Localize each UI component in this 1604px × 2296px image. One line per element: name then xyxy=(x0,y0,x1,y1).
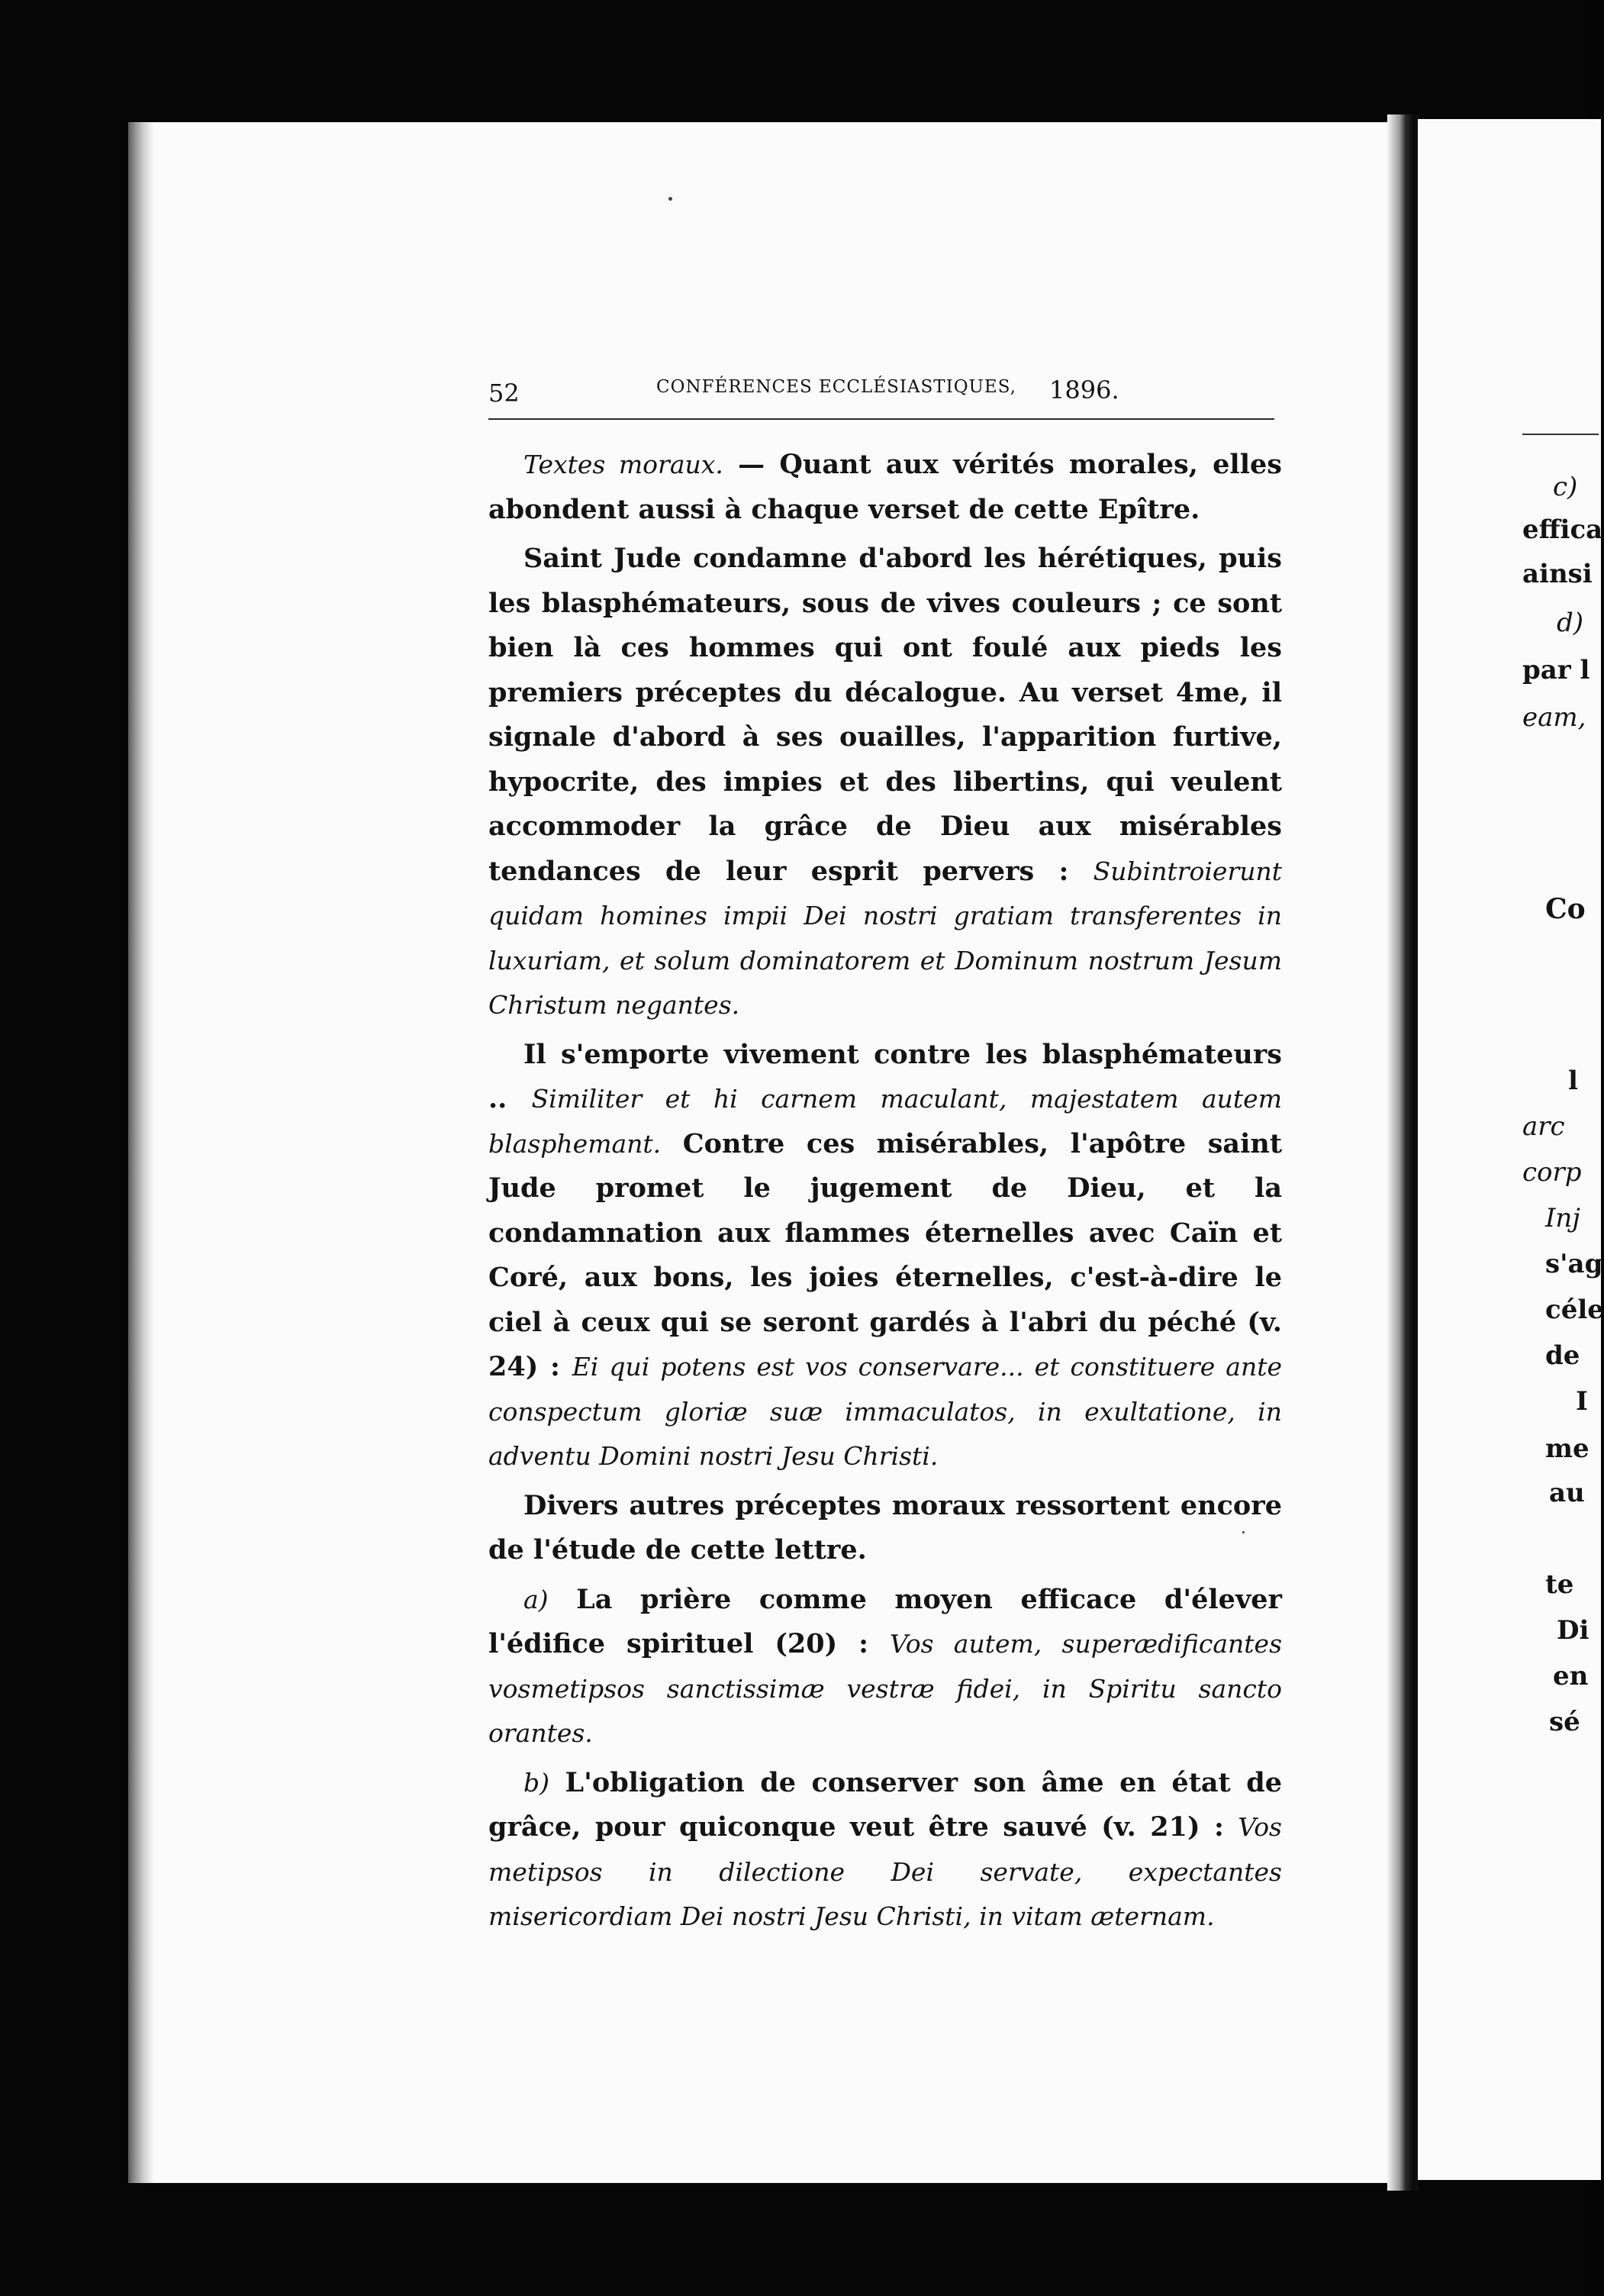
paragraph-blasphemateurs xyxy=(488,1033,1282,1479)
latin-quote: Subintroierunt quidam homines impii Dei nostri gratiam transferentes in luxuriam, et solum dominatorem et Dominum nostrum Jesum Christum negantes. xyxy=(488,856,1282,1020)
facing-page-text: c) xyxy=(1553,472,1578,502)
facing-page-text: céle xyxy=(1545,1295,1604,1325)
paragraph-text: Il s'emporte vivement contre les blasphémateurs .. xyxy=(488,1038,1282,1114)
section-lead: Textes moraux. xyxy=(523,450,723,479)
facing-page-text: par l xyxy=(1522,655,1590,685)
facing-page-text: arc xyxy=(1522,1111,1565,1142)
paragraph-text: — Quant aux vérités morales, elles abondent aussi à chaque verset de cette Epître. xyxy=(488,449,1282,525)
facing-page-text: Inj xyxy=(1545,1203,1580,1233)
facing-page-text: me xyxy=(1545,1433,1590,1464)
latin-quote: Similiter et hi carnem maculant, majestatem autem blasphemant. xyxy=(488,1084,1282,1159)
running-head-title: CONFÉRENCES ECCLÉSIASTIQUES, xyxy=(656,377,1016,397)
page-number: 52 xyxy=(488,379,520,408)
facing-page-text: de xyxy=(1545,1340,1580,1371)
facing-page-text: l xyxy=(1568,1066,1578,1096)
paper-speck xyxy=(668,197,672,201)
running-head xyxy=(488,366,1293,412)
paragraph-text: L'obligation de conserver son âme en état de grâce, pour quiconque veut être sauvé (v. 21) : xyxy=(488,1766,1282,1843)
running-head-year: 1896. xyxy=(1049,376,1119,405)
header-rule xyxy=(488,418,1274,420)
paragraph-saint-jude xyxy=(488,537,1282,1028)
paragraph-textes-moraux xyxy=(488,443,1282,532)
paragraph-item-a xyxy=(488,1578,1282,1756)
body-text xyxy=(488,443,1282,1940)
book-gutter xyxy=(1387,114,1418,2191)
facing-page-text: effica xyxy=(1522,514,1603,545)
facing-page-text: te xyxy=(1545,1569,1574,1600)
facing-page-text: en xyxy=(1553,1661,1589,1691)
latin-quote: Vos autem, superædificantes vosmetipsos sanctissimæ vestræ fidei, in Spiritu sancto orantes. xyxy=(488,1629,1282,1748)
facing-page-text: d) xyxy=(1557,608,1584,638)
page-content xyxy=(488,366,1293,1940)
paragraph-text: La prière comme moyen efficace d'élever l'édifice spirituel (20) : xyxy=(488,1583,1282,1659)
paragraph-text: Contre ces misérables, l'apôtre saint Jude promet le jugement de Dieu, et la condamnation aux flammes éternelles avec Caïn et Coré, aux bons, les joies éternelles, c'est-à-dire le ciel à ceux qui se seront gardés à l'abri du péché (v. 24) : xyxy=(488,1127,1282,1382)
facing-page-text: Di xyxy=(1557,1615,1590,1646)
latin-quote: Ei qui potens est vos conservare... et constituere ante conspectum gloriæ suæ immaculatos, in exultatione, in adventu Domini nostri Jesu Christi. xyxy=(488,1352,1282,1471)
facing-page-text: corp xyxy=(1522,1157,1582,1188)
facing-page-text: sé xyxy=(1549,1707,1580,1737)
paragraph-text: Divers autres préceptes moraux ressortent encore de l'étude de cette lettre. xyxy=(488,1489,1282,1566)
list-marker: b) xyxy=(523,1767,549,1798)
paragraph-divers-preceptes xyxy=(488,1484,1282,1573)
latin-quote: Vos metipsos in dilectione Dei servate, expectantes misericordiam Dei nostri Jesu Christi, in vitam æternam. xyxy=(488,1812,1282,1931)
facing-page-text: au xyxy=(1549,1478,1585,1508)
paragraph-text: Saint Jude condamne d'abord les hérétiques, puis les blasphémateurs, sous de vives couleurs ; ce sont bien là ces hommes qui ont foulé aux pieds les premiers préceptes du décalogue. Au verset 4me, il signale d'abord à ses ouailles, l'apparition furtive, hypocrite, des impies et des libertins, qui veulent accommoder la grâce de Dieu aux misérables tendances de leur esprit pervers : xyxy=(488,543,1282,887)
paragraph-item-b xyxy=(488,1761,1282,1940)
list-marker: a) xyxy=(523,1584,549,1614)
right-page xyxy=(1418,119,1601,2180)
facing-page-text: s'ag xyxy=(1545,1249,1603,1279)
facing-page-text: Co xyxy=(1545,893,1586,925)
facing-page-text: I xyxy=(1576,1386,1588,1417)
facing-page-rule xyxy=(1522,434,1599,435)
page-edge-shadow xyxy=(128,122,154,2183)
facing-page-text: ainsi xyxy=(1522,559,1593,589)
facing-page-text: eam, xyxy=(1522,702,1586,733)
